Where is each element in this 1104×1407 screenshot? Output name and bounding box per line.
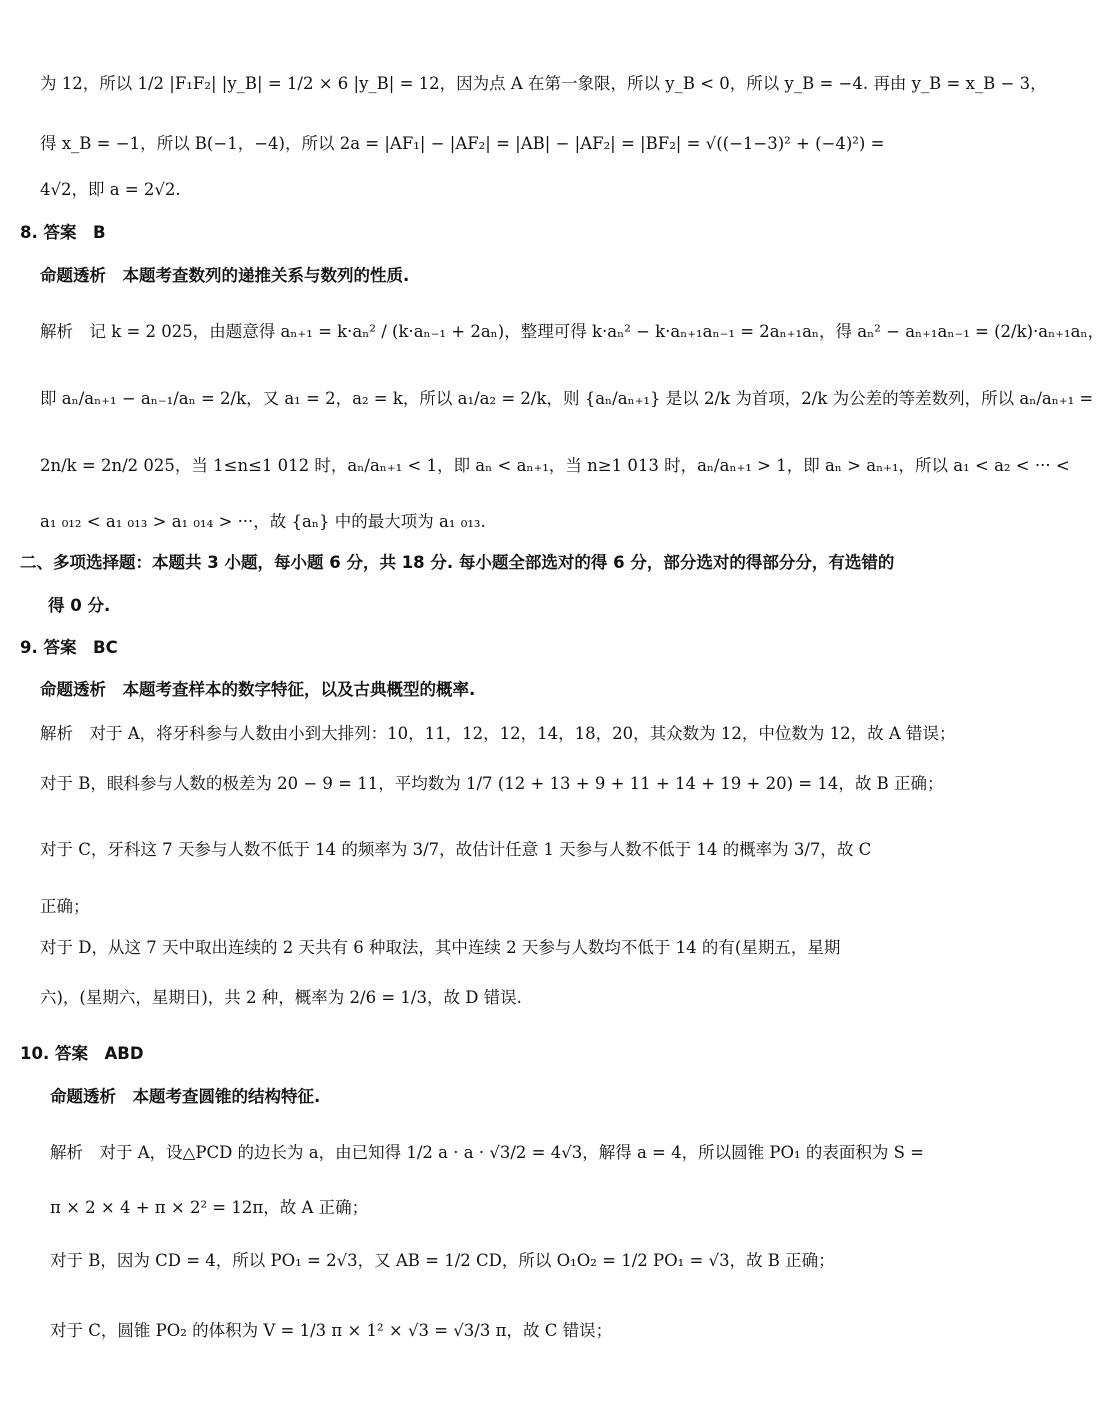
solution-9-line-3: 对于 C，牙科这 7 天参与人数不低于 14 的频率为 3/7，故估计任意 1 天参与人数不低于 14 的概率为 3/7，故 C — [40, 840, 872, 859]
solution-9-line-4: 正确； — [40, 897, 90, 916]
analysis-10: 命题透析 本题考查圆锥的结构特征. — [50, 1087, 321, 1106]
solution-9-line-1: 解析 对于 A，将牙科参与人数由小到大排列：10，11，12，12，14，18，20，其众数为 12，中位数为 12，故 A 错误； — [40, 724, 956, 743]
solution-10-line-4: 对于 C，圆锥 PO₂ 的体积为 V = 1/3 π × 1² × √3 = √3/3 π，故 C 错误； — [50, 1321, 613, 1340]
solution-10-line-3: 对于 B，因为 CD = 4，所以 PO₁ = 2√3，又 AB = 1/2 CD，所以 O₁O₂ = 1/2 PO₁ = √3，故 B 正确； — [50, 1251, 835, 1270]
analysis-9: 命题透析 本题考查样本的数字特征，以及古典概型的概率. — [40, 680, 476, 699]
analysis-8: 命题透析 本题考查数列的递推关系与数列的性质. — [40, 266, 410, 285]
solution-8-line-2: 即 aₙ/aₙ₊₁ − aₙ₋₁/aₙ = 2/k，又 a₁ = 2，a₂ = k，所以 a₁/a₂ = 2/k，则 {aₙ/aₙ₊₁} 是以 2/k 为首项，2/k 为公差的等差数列，所以 aₙ/aₙ₊₁ = — [40, 389, 1094, 408]
text-line-1: 为 12，所以 1/2 |F₁F₂| |y_B| = 1/2 × 6 |y_B| = 12，因为点 A 在第一象限，所以 y_B < 0，所以 y_B = −4. 再由 y_B = x_B − 3， — [40, 74, 1047, 93]
solution-10-line-1: 解析 对于 A，设△PCD 的边长为 a，由已知得 1/2 a · a · √3/2 = 4√3，解得 a = 4，所以圆锥 PO₁ 的表面积为 S = — [50, 1143, 924, 1162]
answer-8-heading: 8. 答案 B — [20, 223, 106, 242]
answer-9-heading: 9. 答案 BC — [20, 638, 118, 657]
section-2-heading: 二、多项选择题：本题共 3 小题，每小题 6 分，共 18 分. 每小题全部选对的得 6 分，部分选对的得部分分，有选错的 — [20, 553, 895, 572]
text-line-2: 得 x_B = −1，所以 B(−1，−4)，所以 2a = |AF₁| − |AF₂| = |AB| − |AF₂| = |BF₂| = √((−1−3)² + (−4)²) = — [40, 134, 885, 153]
solution-9-line-6: 六)，(星期六，星期日)，共 2 种，概率为 2/6 = 1/3，故 D 错误. — [40, 988, 522, 1007]
solution-9-line-2: 对于 B，眼科参与人数的极差为 20 − 9 = 11，平均数为 1/7 (12 + 13 + 9 + 11 + 14 + 19 + 20) = 14，故 B 正确； — [40, 774, 944, 793]
text-line-3: 4√2，即 a = 2√2. — [40, 180, 181, 199]
solution-10-line-2: π × 2 × 4 + π × 2² = 12π，故 A 正确； — [50, 1198, 369, 1217]
section-2-heading-cont: 得 0 分. — [48, 596, 111, 615]
solution-8-line-3: 2n/k = 2n/2 025，当 1≤n≤1 012 时，aₙ/aₙ₊₁ < 1，即 aₙ < aₙ₊₁，当 n≥1 013 时，aₙ/aₙ₊₁ > 1，即 aₙ > aₙ₊₁，所以 a₁ < a₂ < ··· < — [40, 456, 1070, 475]
solution-9-line-5: 对于 D，从这 7 天中取出连续的 2 天共有 6 种取法，其中连续 2 天参与人数均不低于 14 的有(星期五，星期 — [40, 938, 841, 957]
solution-8-line-1: 解析 记 k = 2 025，由题意得 aₙ₊₁ = k·aₙ² / (k·aₙ₋₁ + 2aₙ)，整理可得 k·aₙ² − k·aₙ₊₁aₙ₋₁ = 2aₙ₊₁aₙ，得 aₙ² − aₙ₊₁aₙ₋₁ = (2/k)·aₙ₊₁aₙ， — [40, 322, 1104, 341]
answer-10-heading: 10. 答案 ABD — [20, 1044, 144, 1063]
solution-8-line-4: a₁ ₀₁₂ < a₁ ₀₁₃ > a₁ ₀₁₄ > ···，故 {aₙ} 中的最大项为 a₁ ₀₁₃. — [40, 512, 486, 531]
